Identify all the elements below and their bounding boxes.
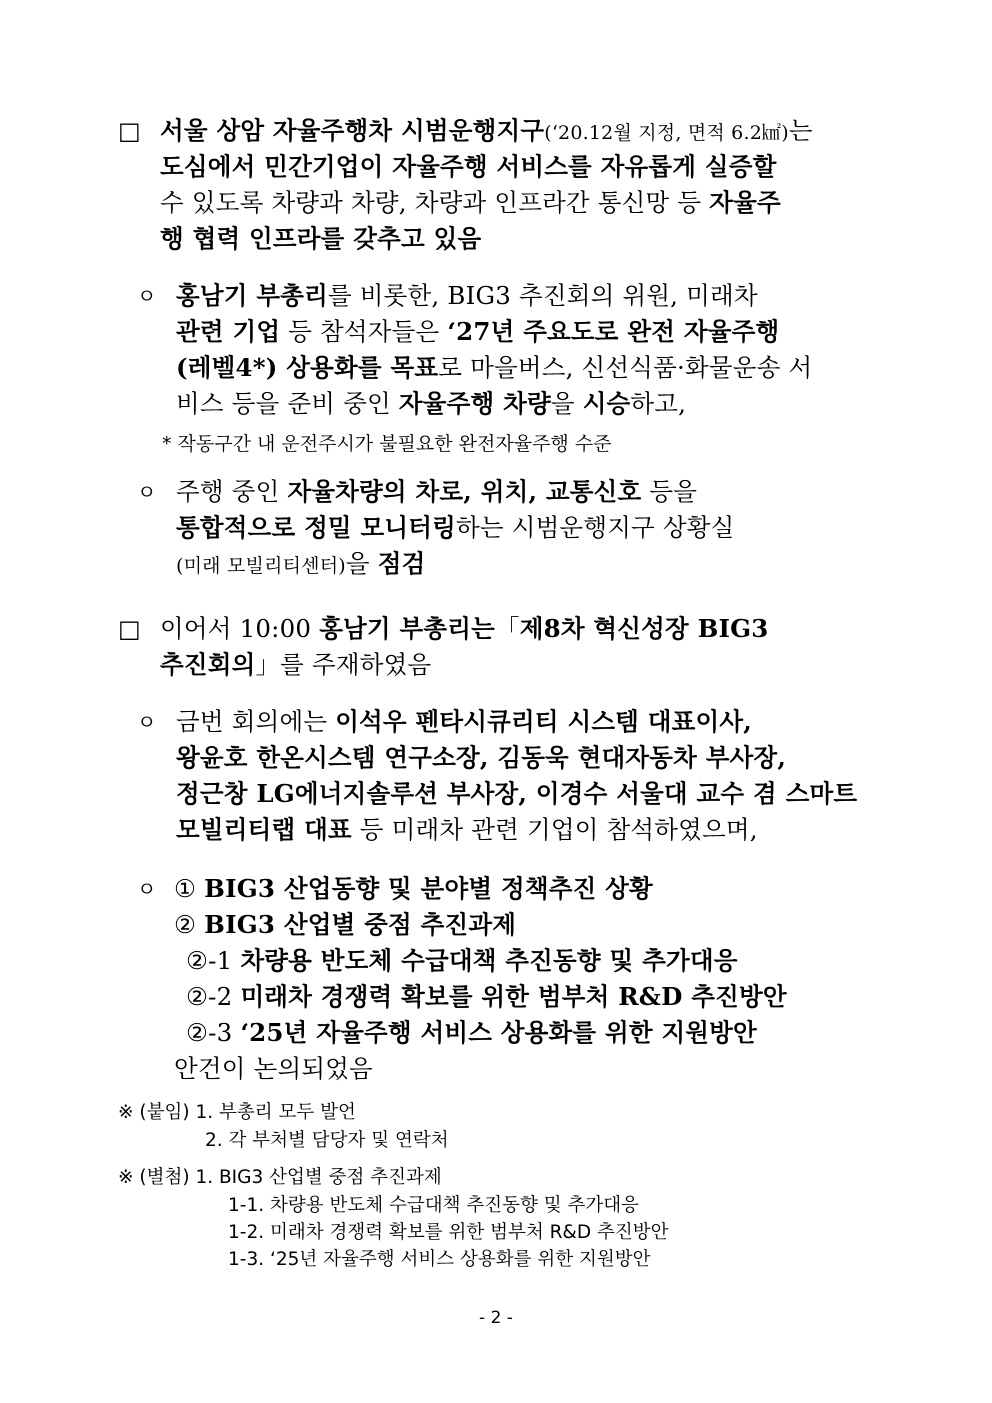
p1b-line-3 [176,548,426,582]
p1b-line-2-bold: 통합적으로 정밀 모니터링 [176,513,456,542]
agenda-closing-text: 안건이 논의되었음 [174,1054,373,1083]
p1-line-3 [160,187,872,219]
p1-line-3-bold: 자율주 [709,188,781,217]
p1-line-3-text: 수 있도록 차량과 차량, 차량과 인프라간 통신망 등 [160,188,710,217]
agenda-item-2-text: BIG3 산업별 중점 추진과제 [204,910,517,939]
p1a-line-2-bold-2: ‘27년 주요도로 완전 자율주행 [447,317,780,346]
p1b-line-2-text: 하는 시범운행지구 상황실 [456,513,735,542]
p1a-line-4-text-3: 하고, [630,389,687,418]
circle-bullet-icon: ㅇ [137,710,157,734]
p2a-line-1-bold: 이석우 펜타시큐리티 시스템 대표이사, [335,707,752,736]
agenda-item-2-2-text: 미래차 경쟁력 확보를 위한 범부처 R&D 추진방안 [240,982,787,1011]
footnote-level4: * 작동구간 내 운전주시가 불필요한 완전자율주행 수준 [162,433,612,455]
p2a-line-3 [176,778,857,810]
p1a-line-4-bold: 자율주행 차량 [398,389,551,418]
agenda-item-1-text: BIG3 산업동향 및 분야별 정책추진 상황 [204,874,653,903]
p1-line-2-text: 도심에서 민간기업이 자율주행 서비스를 자유롭게 실증할 [160,152,777,181]
annex-line-3: 1-2. 미래차 경쟁력 확보를 위한 범부처 R&D 추진방안 [228,1222,669,1243]
annex-line-4: 1-3. ‘25년 자율주행 서비스 상용화를 위한 지원방안 [228,1249,651,1270]
p1a-line-1-text: 를 비롯한, BIG3 추진회의 위원, 미래차 [327,281,758,310]
annex-line-2: 1-1. 차량용 반도체 수급대책 추진동향 및 추가대응 [228,1195,639,1216]
p1-line-4-text: 행 협력 인프라를 갖추고 있음 [160,224,482,253]
agenda-item-2-3-number: ②-3 [186,1018,233,1047]
p1a-line-3-bold: (레벨4*) 상용화를 목표 [176,353,439,382]
agenda-item-2-3-text: ‘25년 자율주행 서비스 상용화를 위한 지원방안 [240,1018,757,1047]
p2a-line-4-text: 등 미래차 관련 기업이 참석하였으며, [351,815,758,844]
p1a-line-4-text-2: 을 [550,389,583,418]
p2-line-1-bracket: 「 [495,614,520,643]
agenda-item-2-2-number: ②-2 [186,982,233,1011]
annex-line-1: ※ (별첨) 1. BIG3 산업별 중점 추진과제 [118,1167,442,1188]
p1a-line-2-bold: 관련 기업 [176,317,281,346]
agenda-item-1 [174,873,653,905]
agenda-item-2-1-number: ②-1 [186,946,233,975]
p2-line-1-text: 이어서 10:00 [160,614,320,643]
circle-bullet-icon: ㅇ [137,284,157,308]
agenda-item-2-3 [186,1017,757,1049]
p1a-line-1-bold: 홍남기 부총리 [176,281,328,310]
p1a-line-4 [176,388,686,420]
p1-line-1-bold: 서울 상암 자율주행차 시범운행지구 [160,116,545,145]
p2-line-2-text: 」를 주재하였음 [255,650,432,679]
p1b-line-1 [176,476,697,508]
p2-line-1-bold: 홍남기 부총리는 [319,614,495,643]
square-bullet-icon: □ [118,615,141,643]
p1b-line-1-text: 주행 중인 [176,477,288,506]
p1b-line-3-paren: (미래 모빌리티센터) [176,555,346,577]
circle-bullet-icon: ㅇ [137,877,157,901]
p1a-line-4-text: 비스 등을 준비 중인 [176,389,399,418]
p2-line-2-bold: 추진회의 [160,650,256,679]
p1b-line-2 [176,512,735,544]
page-number: - 2 - [479,1308,513,1328]
p1a-line-2-text: 등 참석자들은 [280,317,448,346]
p2-line-2 [160,649,431,681]
p1b-line-1-text-2: 등을 [641,477,698,506]
agenda-item-2-1 [186,945,738,977]
p1-line-2 [160,151,872,183]
p1a-line-3-text: 로 마을버스, 신선식품·화물운송 서 [438,353,813,382]
p2-line-1 [160,613,769,645]
agenda-item-2 [174,909,516,941]
p1b-line-1-bold: 자율차량의 차로, 위치, 교통신호 [287,477,642,506]
p1-line-1-tail: 는 [788,116,813,145]
p2a-line-4 [176,814,758,846]
agenda-item-2-number: ② [174,910,197,939]
attachment-line-2: 2. 각 부처별 담당자 및 연락처 [205,1130,449,1151]
p1-line-1-paren: (‘20.12월 지정, 면적 6.2㎢) [544,122,789,144]
p2a-line-2-text: 왕윤호 한온시스템 연구소장, 김동욱 현대자동차 부사장, [176,743,787,772]
p2a-line-4-bold: 모빌리티랩 대표 [176,815,352,844]
p2a-line-2 [176,742,786,774]
agenda-item-2-1-text: 차량용 반도체 수급대책 추진동향 및 추가대응 [240,946,738,975]
p2a-line-3-text: 정근창 LG에너지솔루션 부사장, 이경수 서울대 교수 겸 스마트 [176,779,858,808]
circle-bullet-icon: ㅇ [137,480,157,504]
agenda-item-2-2 [186,981,787,1013]
p1-line-4 [160,223,481,255]
p1b-line-3-bold: 점검 [377,549,426,578]
square-bullet-icon: □ [118,117,141,145]
p1b-line-3-text: 을 [345,549,378,578]
attachment-line-1: ※ (붙임) 1. 부총리 모두 발언 [118,1102,356,1123]
p2a-line-1-text: 금번 회의에는 [176,707,336,736]
p2a-line-1 [176,706,752,738]
p1a-line-3 [176,352,812,384]
p2-line-1-bold-2: 제8차 혁신성장 BIG3 [519,614,769,643]
p1a-line-1 [176,280,758,312]
agenda-item-1-number: ① [174,874,197,903]
p1-line-1 [160,115,872,149]
p1a-line-4-bold-2: 시승 [582,389,631,418]
p1a-line-2 [176,316,779,348]
agenda-closing [174,1053,373,1085]
